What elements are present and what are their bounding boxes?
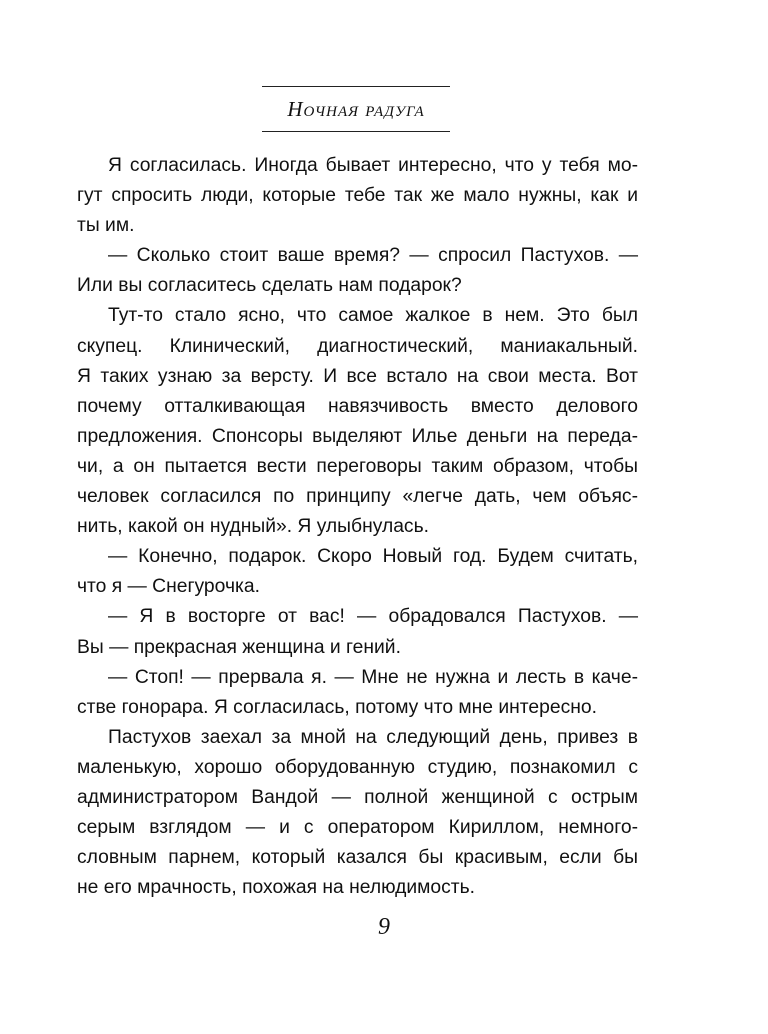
text-line: чи, а он пытается вести переговоры таким образом, чтобы [77, 455, 638, 477]
body-text [77, 151, 638, 903]
text-line: человек согласился по принципу «легче дать, чем объяс- [77, 486, 638, 508]
text-line: гут спросить люди, которые тебе так же мало нужны, как и [77, 185, 638, 207]
text-line: Или вы согласитесь сделать нам подарок? [77, 275, 462, 297]
text-line: нить, какой он нудный». Я улыбнулась. [77, 516, 429, 538]
text-line: предложения. Спонсоры выделяют Илье деньги на переда- [77, 425, 638, 447]
text-line: Я таких узнаю за версту. И все встало на свои места. Вот [77, 365, 638, 387]
paragraph [77, 663, 638, 723]
text-line: Пастухов заехал за мной на следующий день, привез в [108, 726, 638, 748]
text-line: почему отталкивающая навязчивость вместо делового [77, 395, 638, 417]
text-line: скупец. Клинический, диагностический, маниакальный. [77, 335, 638, 357]
page-number: 9 [378, 914, 390, 940]
paragraph [77, 542, 638, 602]
text-line: Вы — прекрасная женщина и гений. [77, 636, 401, 658]
text-line: стве гонорара. Я согласилась, потому что мне интересно. [77, 696, 597, 718]
paragraph [77, 241, 638, 301]
text-line: — Сколько стоит ваше время? — спросил Пастухов. — [108, 245, 638, 267]
running-header-title: Ночная радуга [287, 96, 425, 121]
text-line: Тут-то стало ясно, что самое жалкое в нем. Это был [108, 305, 638, 327]
text-line: Я согласилась. Иногда бывает интересно, что у тебя мо- [108, 155, 638, 176]
text-line: серым взглядом — и с оператором Кириллом, немного- [77, 817, 638, 839]
paragraph [77, 301, 638, 542]
text-line: что я — Снегурочка. [77, 576, 260, 598]
text-line: не его мрачность, похожая на нелюдимость. [77, 877, 475, 899]
text-line: маленькую, хорошо оборудованную студию, познакомил с [77, 756, 638, 778]
text-line: — Я в восторге от вас! — обрадовался Пастухов. — [108, 606, 638, 628]
text-line: ты им. [77, 215, 135, 237]
paragraph [77, 151, 638, 241]
text-line: — Конечно, подарок. Скоро Новый год. Будем считать, [108, 546, 638, 568]
running-header [262, 86, 450, 132]
paragraph [77, 723, 638, 904]
paragraph [77, 602, 638, 662]
text-line: словным парнем, который казался бы красивым, если бы [77, 847, 638, 869]
text-line: — Стоп! — прервала я. — Мне не нужна и лесть в каче- [108, 666, 638, 688]
text-line: администратором Вандой — полной женщиной с острым [77, 786, 638, 808]
